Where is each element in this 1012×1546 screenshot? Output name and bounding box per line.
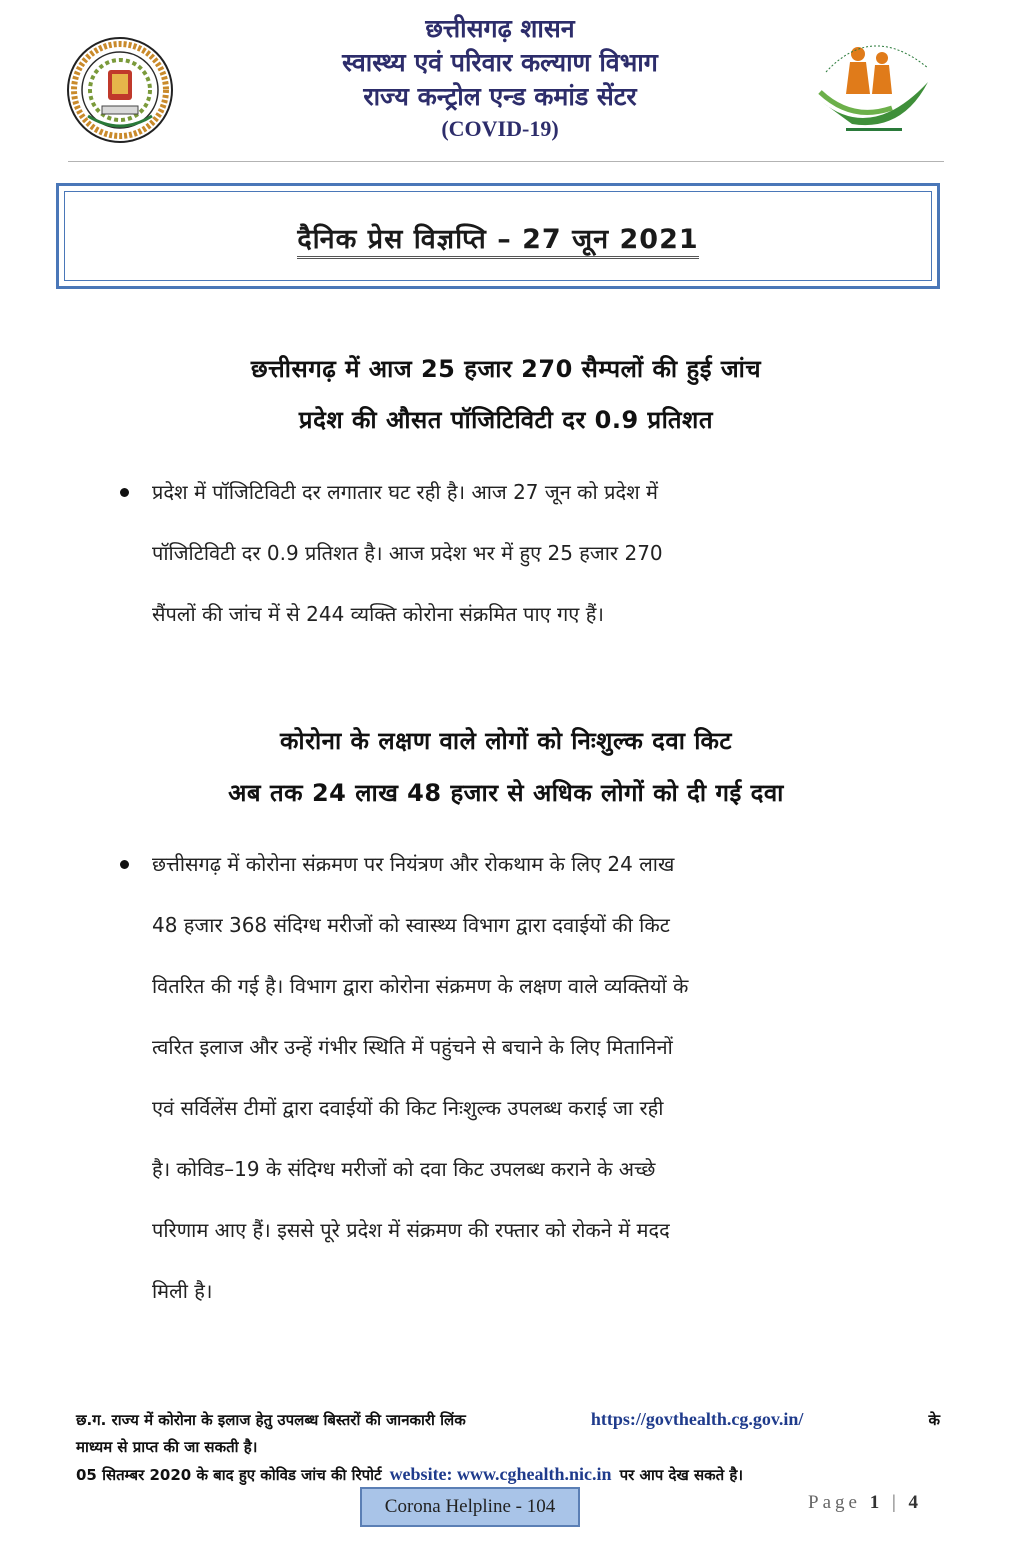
section2-heading-2: अब तक 24 लाख 48 हजार से अधिक लोगों को दी गई दवा bbox=[228, 779, 784, 807]
corona-helpline-badge: Corona Helpline - 104 bbox=[360, 1487, 580, 1527]
header-line-covid: (COVID-19) bbox=[441, 116, 559, 141]
header-line-command-centre: राज्य कन्ट्रोल एन्ड कमांड सेंटर bbox=[363, 82, 637, 111]
bullet-icon bbox=[120, 860, 129, 869]
press-release-title: दैनिक प्रेस विज्ञप्ति – 27 जून 2021 bbox=[59, 219, 937, 256]
govthealth-link[interactable]: https://govthealth.cg.gov.in/ bbox=[590, 1409, 804, 1429]
header-line-government: छत्तीसगढ़ शासन bbox=[425, 14, 575, 43]
header-line-department: स्वास्थ्य एवं परिवार कल्याण विभाग bbox=[342, 48, 658, 77]
bullet-icon bbox=[120, 488, 129, 497]
swasth-chhattisgarh-logo-icon bbox=[812, 32, 936, 140]
section1-heading-1: छत्तीसगढ़ में आज 25 हजार 270 सैम्पलों की हुई जांच bbox=[250, 355, 762, 383]
page-number: Page 1 | 4 bbox=[808, 1492, 922, 1513]
chhattisgarh-govt-emblem-icon bbox=[66, 36, 174, 144]
header-divider bbox=[68, 161, 944, 162]
section2-heading-1: कोरोना के लक्षण वाले लोगों को निःशुल्क दवा किट bbox=[279, 727, 733, 755]
section1-heading-2: प्रदेश की औसत पॉजिटिविटी दर 0.9 प्रतिशत bbox=[298, 406, 714, 434]
section2-paragraph: छत्तीसगढ़ में कोरोना संक्रमण पर नियंत्रण और रोकथाम के लिए 24 लाख 48 हजार 368 संदिग्ध मरीजों को स्वास्थ्य विभाग द्वारा दवाईयों की किट वितरित की गई है। विभाग द्वारा कोरोना संक्रमण के लक्षण वाले व्यक्तियों के त्वरित इलाज और उन्हें गंभीर स्थिति में पहुंचने से बचाने के लिए मितानिनों एवं सर्विलेंस टीमों द्वारा दवाईयों की किट निःशुल्क उपलब्ध कराई जा रही है। कोविड–19 के संदिग्ध मरीजों को दवा किट उपलब्ध कराने के अच्छे परिणाम आए हैं। इससे पूरे प्रदेश में संक्रमण की रफ्तार को रोकने में मदद मिली है। bbox=[152, 852, 689, 1303]
footer-beds-info: छ.ग. राज्य में कोरोना के इलाज हेतु उपलब्ध बिस्तरों की जानकारी लिंक https://govthealth.cg.gov.in/ के माध्यम से प्राप्त की जा सकती है। 05 सितम्बर 2020 के बाद हुए कोविड जांच की रिपोर्ट website: www.cghealth.nic.in पर आप देख सकते है। bbox=[76, 1406, 940, 1489]
section1-paragraph: प्रदेश में पॉजिटिविटी दर लगातार घट रही है। आज 27 जून को प्रदेश में पॉजिटिविटी दर 0.9 प्रतिशत है। आज प्रदेश भर में हुए 25 हजार 270 सैंपलों की जांच में से 244 व्यक्ति कोरोना संक्रमित पाए गए हैं। bbox=[152, 480, 663, 626]
header bbox=[200, 12, 800, 144]
cghealth-website-link[interactable]: website: www.cghealth.nic.in bbox=[389, 1464, 612, 1484]
title-box bbox=[56, 183, 940, 289]
